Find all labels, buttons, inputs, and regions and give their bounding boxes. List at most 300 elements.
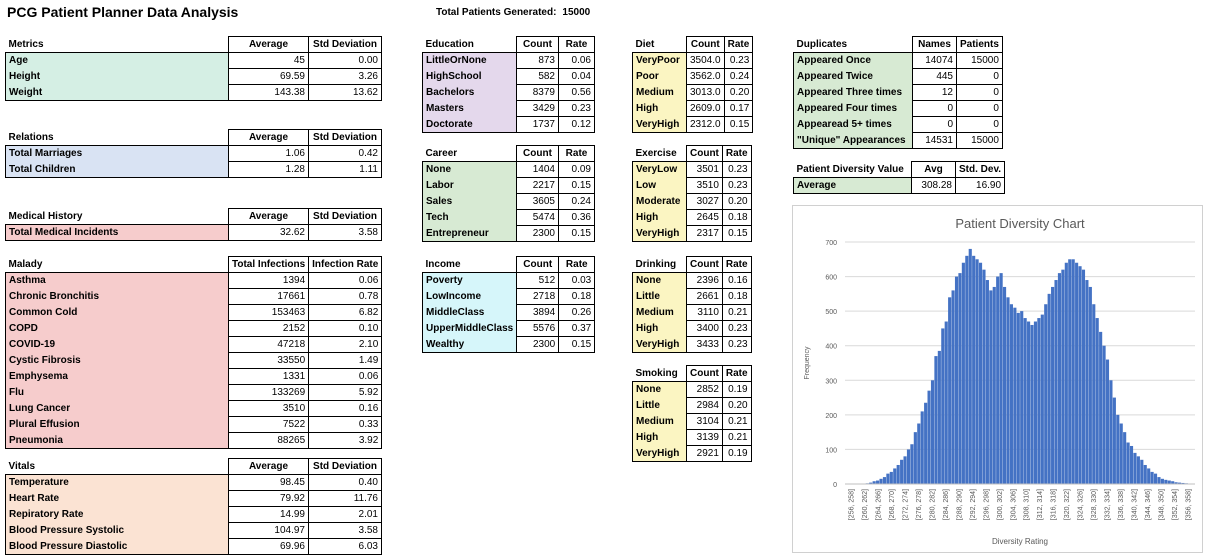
bar <box>1144 465 1147 484</box>
drinking-table <box>632 256 752 353</box>
relations-header-label: Relations <box>6 130 229 146</box>
bar <box>1140 460 1143 484</box>
bar <box>948 297 951 484</box>
table-row <box>423 210 595 226</box>
column-header: Rate <box>722 257 751 273</box>
cell-value: 16.90 <box>956 178 1005 194</box>
bar <box>1030 325 1033 484</box>
cell-value: 2.10 <box>309 337 382 353</box>
cell-value: 0.40 <box>309 475 382 491</box>
table-row <box>423 289 595 305</box>
y-tick-label: 500 <box>825 309 837 316</box>
cell-value: 2300 <box>517 337 559 353</box>
table-row <box>633 305 752 321</box>
cell-value: 0.24 <box>724 69 753 85</box>
diversity-chart-svg <box>793 206 1202 552</box>
row-label: VeryHigh <box>633 117 687 133</box>
cell-value: 0.15 <box>559 226 595 242</box>
table-row <box>633 178 752 194</box>
cell-value: 873 <box>517 53 559 69</box>
cell-value: 0.00 <box>309 53 382 69</box>
table-row <box>794 133 1003 149</box>
cell-value: 3605 <box>517 194 559 210</box>
cell-value: 0.23 <box>722 162 751 178</box>
bar <box>1133 453 1136 484</box>
row-label: Wealthy <box>423 337 517 353</box>
table-row <box>423 194 595 210</box>
y-tick-label: 300 <box>825 378 837 385</box>
row-label: Total Children <box>6 162 229 178</box>
cell-value: 582 <box>517 69 559 85</box>
cell-value: 6.82 <box>309 305 382 321</box>
row-label: UpperMiddleClass <box>423 321 517 337</box>
table-row <box>6 475 382 491</box>
table-header-row <box>6 37 382 53</box>
table-row <box>633 101 753 117</box>
table-row <box>423 321 595 337</box>
cell-value: 0.23 <box>559 101 595 117</box>
table-row <box>6 146 382 162</box>
bar <box>1113 398 1116 484</box>
table-header-row <box>6 459 382 475</box>
bar <box>941 328 944 484</box>
cell-value: 0 <box>957 101 1003 117</box>
column-header: Avg <box>912 162 956 178</box>
cell-value: 8379 <box>517 85 559 101</box>
table-row <box>633 53 753 69</box>
bar <box>893 468 896 484</box>
x-tick-label: [280, 282] <box>930 489 937 520</box>
diversity-header-label: Patient Diversity Value <box>794 162 912 178</box>
chart-title: Patient Diversity Chart <box>955 216 1085 231</box>
table-row <box>423 162 595 178</box>
cell-value: 3501 <box>687 162 723 178</box>
y-tick-label: 400 <box>825 344 837 351</box>
medical-header-label: Medical History <box>6 209 229 225</box>
x-tick-label: [340, 342] <box>1131 489 1138 520</box>
row-label: LittleOrNone <box>423 53 517 69</box>
row-label: High <box>633 430 687 446</box>
x-tick-label: [344, 346] <box>1145 489 1152 520</box>
bar <box>934 356 937 484</box>
cell-value: 98.45 <box>229 475 309 491</box>
table-row <box>423 101 595 117</box>
bar <box>931 380 934 484</box>
cell-value: 5474 <box>517 210 559 226</box>
bar <box>1127 443 1130 484</box>
table-header-row <box>423 37 595 53</box>
table-header-row <box>633 146 752 162</box>
cell-value: 2984 <box>687 398 723 414</box>
bar <box>1103 346 1106 484</box>
row-label: Average <box>794 178 912 194</box>
row-label: Appeared Three times <box>794 85 913 101</box>
row-label: Chronic Bronchitis <box>6 289 229 305</box>
column-header: Count <box>687 37 725 53</box>
table-header-row <box>6 130 382 146</box>
x-tick-label: [336, 338] <box>1118 489 1125 520</box>
row-label: MiddleClass <box>423 305 517 321</box>
cell-value: 32.62 <box>229 225 309 241</box>
cell-value: 2300 <box>517 226 559 242</box>
x-tick-label: [352, 354] <box>1172 489 1179 520</box>
table-row <box>6 369 382 385</box>
bar <box>1037 318 1040 484</box>
cell-value: 0.23 <box>724 53 753 69</box>
x-tick-label: [256, 258] <box>849 489 856 520</box>
cell-value: 1.28 <box>229 162 309 178</box>
table-header-row <box>633 37 753 53</box>
table-row <box>423 117 595 133</box>
bar <box>989 290 992 484</box>
diet-header-label: Diet <box>633 37 687 53</box>
cell-value: 5.92 <box>309 385 382 401</box>
bar <box>1147 468 1150 484</box>
table-row <box>794 178 1005 194</box>
y-tick-label: 700 <box>825 240 837 247</box>
table-row <box>6 273 382 289</box>
cell-value: 0.33 <box>309 417 382 433</box>
table-row <box>6 523 382 539</box>
cell-value: 0.15 <box>559 337 595 353</box>
row-label: Medium <box>633 414 687 430</box>
column-header: Count <box>687 366 723 382</box>
table-row <box>423 273 595 289</box>
row-label: HighSchool <box>423 69 517 85</box>
cell-value: 0.36 <box>559 210 595 226</box>
bar <box>962 263 965 484</box>
cell-value: 0.26 <box>559 305 595 321</box>
cell-value: 0.15 <box>559 178 595 194</box>
cell-value: 1404 <box>517 162 559 178</box>
relations-table <box>5 129 382 178</box>
cell-value: 0 <box>913 117 957 133</box>
y-tick-label: 0 <box>833 482 837 489</box>
row-label: VeryHigh <box>633 446 687 462</box>
row-label: Sales <box>423 194 517 210</box>
bar <box>1106 360 1109 484</box>
cell-value: 0.19 <box>722 446 751 462</box>
table-header-row <box>423 257 595 273</box>
cell-value: 3.58 <box>309 523 382 539</box>
cell-value: 445 <box>913 69 957 85</box>
cell-value: 0.78 <box>309 289 382 305</box>
row-label: Blood Pressure Systolic <box>6 523 229 539</box>
x-tick-label: [268, 270] <box>889 489 896 520</box>
row-label: Heart Rate <box>6 491 229 507</box>
row-label: Cystic Fibrosis <box>6 353 229 369</box>
table-row <box>6 401 382 417</box>
diversity-table <box>793 161 1005 194</box>
cell-value: 1737 <box>517 117 559 133</box>
cell-value: 0.17 <box>724 101 753 117</box>
cell-value: 14.99 <box>229 507 309 523</box>
table-row <box>6 69 382 85</box>
bar <box>928 391 931 484</box>
income-header-label: Income <box>423 257 517 273</box>
cell-value: 0.10 <box>309 321 382 337</box>
bar <box>1151 472 1154 484</box>
bar <box>986 280 989 484</box>
row-label: Total Medical Incidents <box>6 225 229 241</box>
bar <box>1082 270 1085 484</box>
bar <box>1089 287 1092 484</box>
table-row <box>794 53 1003 69</box>
x-tick-label: [264, 266] <box>876 489 883 520</box>
row-label: High <box>633 101 687 117</box>
cell-value: 47218 <box>229 337 309 353</box>
cell-value: 2217 <box>517 178 559 194</box>
x-tick-label: [276, 278] <box>916 489 923 520</box>
bar <box>1051 287 1054 484</box>
bar <box>1157 477 1160 484</box>
bar <box>969 249 972 484</box>
table-row <box>633 273 752 289</box>
row-label: Entrepreneur <box>423 226 517 242</box>
row-label: VeryLow <box>633 162 687 178</box>
cell-value: 13.62 <box>309 85 382 101</box>
row-label: COPD <box>6 321 229 337</box>
page-title: PCG Patient Planner Data Analysis <box>7 4 238 20</box>
x-tick-label: [312, 314] <box>1037 489 1044 520</box>
x-tick-label: [292, 294] <box>970 489 977 520</box>
cell-value: 11.76 <box>309 491 382 507</box>
row-label: LowIncome <box>423 289 517 305</box>
bar <box>1017 313 1020 484</box>
column-header: Average <box>229 209 309 225</box>
career-table <box>422 145 595 242</box>
cell-value: 308.28 <box>912 178 956 194</box>
table-row <box>633 162 752 178</box>
cell-value: 1.49 <box>309 353 382 369</box>
column-header: Rate <box>722 146 751 162</box>
row-label: "Unique" Appearances <box>794 133 913 149</box>
column-header: Infection Rate <box>309 257 382 273</box>
bar <box>993 287 996 484</box>
cell-value: 0.03 <box>559 273 595 289</box>
row-label: Little <box>633 289 687 305</box>
cell-value: 0 <box>957 117 1003 133</box>
cell-value: 153463 <box>229 305 309 321</box>
table-row <box>794 101 1003 117</box>
x-tick-label: [324, 326] <box>1078 489 1085 520</box>
cell-value: 0.23 <box>722 337 751 353</box>
cell-value: 5576 <box>517 321 559 337</box>
row-label: Flu <box>6 385 229 401</box>
cell-value: 3429 <box>517 101 559 117</box>
column-header: Rate <box>559 37 595 53</box>
bar <box>1041 315 1044 484</box>
diet-table <box>632 36 753 133</box>
table-row <box>423 226 595 242</box>
table-row <box>423 53 595 69</box>
table-header-row <box>6 257 382 273</box>
x-tick-label: [356, 358] <box>1185 489 1192 520</box>
table-row <box>633 85 753 101</box>
x-tick-label: [284, 286] <box>943 489 950 520</box>
cell-value: 0.16 <box>309 401 382 417</box>
cell-value: 512 <box>517 273 559 289</box>
cell-value: 3.58 <box>309 225 382 241</box>
bar <box>1013 308 1016 484</box>
total-patients-value: 15000 <box>562 7 590 18</box>
cell-value: 143.38 <box>229 85 309 101</box>
career-header-label: Career <box>423 146 517 162</box>
malady-header-label: Malady <box>6 257 229 273</box>
bar <box>917 424 920 485</box>
bar <box>1020 311 1023 484</box>
cell-value: 0.06 <box>309 369 382 385</box>
row-label: Masters <box>423 101 517 117</box>
cell-value: 69.59 <box>229 69 309 85</box>
cell-value: 88265 <box>229 433 309 449</box>
cell-value: 0.04 <box>559 69 595 85</box>
row-label: VeryHigh <box>633 226 687 242</box>
cell-value: 0.12 <box>559 117 595 133</box>
row-label: Lung Cancer <box>6 401 229 417</box>
table-row <box>6 539 382 555</box>
education-table <box>422 36 595 133</box>
bar <box>907 449 910 484</box>
cell-value: 0.56 <box>559 85 595 101</box>
table-row <box>633 382 752 398</box>
cell-value: 0 <box>957 69 1003 85</box>
bar <box>996 277 999 484</box>
table-row <box>633 337 752 353</box>
row-label: Emphysema <box>6 369 229 385</box>
row-label: Weight <box>6 85 229 101</box>
row-label: None <box>633 273 687 289</box>
cell-value: 0.09 <box>559 162 595 178</box>
bar <box>1137 456 1140 484</box>
row-label: Appearead 5+ times <box>794 117 913 133</box>
cell-value: 0.06 <box>559 53 595 69</box>
bar <box>1116 415 1119 484</box>
table-row <box>633 194 752 210</box>
x-tick-label: [304, 306] <box>1010 489 1017 520</box>
row-label: Medium <box>633 85 687 101</box>
row-label: Little <box>633 398 687 414</box>
bar <box>903 456 906 484</box>
table-row <box>6 162 382 178</box>
table-row <box>633 398 752 414</box>
bar <box>1096 318 1099 484</box>
cell-value: 69.96 <box>229 539 309 555</box>
bar <box>886 474 889 484</box>
x-tick-label: [272, 274] <box>903 489 910 520</box>
row-label: Poor <box>633 69 687 85</box>
column-header: Rate <box>724 37 753 53</box>
bar <box>1027 322 1030 484</box>
table-row <box>794 69 1003 85</box>
column-header: Rate <box>722 366 751 382</box>
cell-value: 17661 <box>229 289 309 305</box>
income-table <box>422 256 595 353</box>
cell-value: 2718 <box>517 289 559 305</box>
cell-value: 3510 <box>687 178 723 194</box>
row-label: Pneumonia <box>6 433 229 449</box>
row-label: Age <box>6 53 229 69</box>
bar <box>1072 259 1075 484</box>
bar <box>924 403 927 484</box>
bar <box>1058 273 1061 484</box>
education-header-label: Education <box>423 37 517 53</box>
total-patients <box>436 7 590 18</box>
table-row <box>633 69 753 85</box>
metrics-header-label: Metrics <box>6 37 229 53</box>
cell-value: 0.21 <box>722 305 751 321</box>
table-row <box>6 353 382 369</box>
column-header: Count <box>517 146 559 162</box>
cell-value: 0.37 <box>559 321 595 337</box>
cell-value: 133269 <box>229 385 309 401</box>
row-label: Doctorate <box>423 117 517 133</box>
row-label: Height <box>6 69 229 85</box>
bar <box>1044 304 1047 484</box>
cell-value: 15000 <box>957 53 1003 69</box>
y-tick-label: 100 <box>825 447 837 454</box>
row-label: Appeared Once <box>794 53 913 69</box>
cell-value: 14531 <box>913 133 957 149</box>
smoking-table <box>632 365 752 462</box>
row-label: Plural Effusion <box>6 417 229 433</box>
bar <box>1168 481 1171 484</box>
table-row <box>794 117 1003 133</box>
table-row <box>794 85 1003 101</box>
vitals-header-label: Vitals <box>6 459 229 475</box>
cell-value: 1394 <box>229 273 309 289</box>
cell-value: 7522 <box>229 417 309 433</box>
cell-value: 12 <box>913 85 957 101</box>
cell-value: 3894 <box>517 305 559 321</box>
row-label: Tech <box>423 210 517 226</box>
bar <box>1054 280 1057 484</box>
table-row <box>633 289 752 305</box>
column-header: Std Deviation <box>309 459 382 475</box>
cell-value: 3504.0 <box>687 53 725 69</box>
exercise-header-label: Exercise <box>633 146 687 162</box>
cell-value: 14074 <box>913 53 957 69</box>
table-header-row <box>6 209 382 225</box>
cell-value: 3510 <box>229 401 309 417</box>
bar <box>1085 280 1088 484</box>
cell-value: 3562.0 <box>687 69 725 85</box>
bar <box>1154 474 1157 484</box>
table-row <box>423 305 595 321</box>
cell-value: 104.97 <box>229 523 309 539</box>
bar <box>876 481 879 484</box>
bar <box>1024 318 1027 484</box>
cell-value: 0.24 <box>559 194 595 210</box>
column-header: Rate <box>559 257 595 273</box>
x-tick-label: [288, 290] <box>956 489 963 520</box>
table-row <box>633 446 752 462</box>
cell-value: 3013.0 <box>687 85 725 101</box>
table-row <box>6 385 382 401</box>
cell-value: 2852 <box>687 382 723 398</box>
row-label: Repiratory Rate <box>6 507 229 523</box>
duplicates-header-label: Duplicates <box>794 37 913 53</box>
cell-value: 3110 <box>687 305 723 321</box>
column-header: Std Deviation <box>309 209 382 225</box>
row-label: Common Cold <box>6 305 229 321</box>
vitals-table <box>5 458 382 555</box>
bar <box>965 256 968 484</box>
bar <box>976 259 979 484</box>
row-label: Moderate <box>633 194 687 210</box>
bar <box>1034 322 1037 484</box>
table-row <box>6 417 382 433</box>
